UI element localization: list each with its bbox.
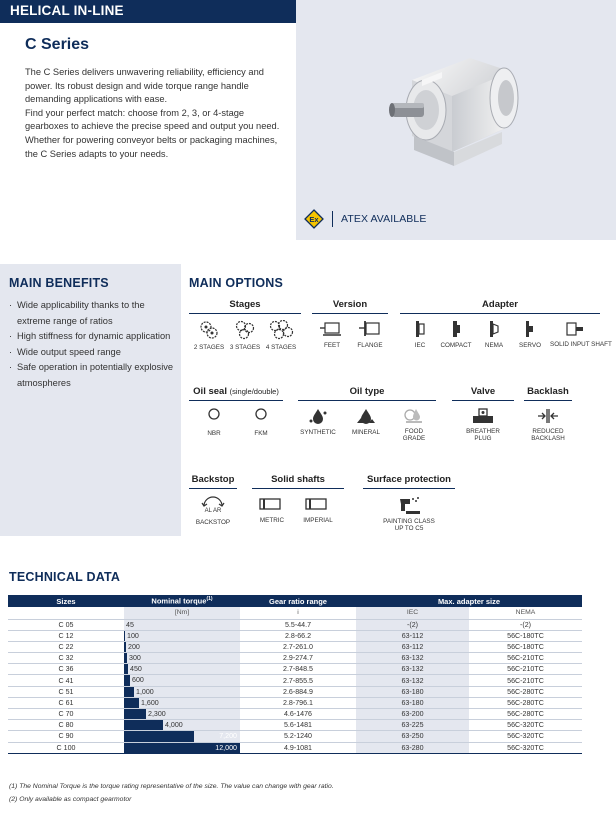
option-label: FKM bbox=[254, 430, 268, 437]
option-label bbox=[463, 429, 503, 442]
torque-value: 12,000 bbox=[215, 743, 237, 752]
subheader-torque-unit: [Nm] bbox=[124, 607, 240, 619]
group-title-text: Oil seal bbox=[193, 386, 227, 397]
option-group-surface-protection bbox=[363, 474, 455, 549]
intro-text bbox=[25, 66, 287, 161]
torque-bar bbox=[124, 687, 134, 697]
tech-data-title: TECHNICAL DATA bbox=[9, 570, 121, 584]
option-group-backstop bbox=[189, 474, 237, 549]
col-header-ratio: Gear ratio range bbox=[240, 595, 356, 607]
torque-value: 450 bbox=[130, 665, 142, 674]
cell-torque bbox=[124, 709, 240, 720]
cell-ratio: 2.7-848.5 bbox=[240, 664, 356, 675]
cell-nema: 56C-280TC bbox=[469, 709, 582, 720]
cell-nema: 56C-180TC bbox=[469, 630, 582, 641]
table-row bbox=[8, 641, 582, 652]
product-panel bbox=[296, 0, 616, 240]
option-4-stages bbox=[261, 320, 301, 351]
group-title: Stages bbox=[189, 299, 301, 314]
cell-nema: 56C-320TC bbox=[469, 731, 582, 742]
cell-ratio: 2.6-884.9 bbox=[240, 686, 356, 697]
atex-badge bbox=[304, 209, 426, 229]
cell-size: C 51 bbox=[8, 686, 124, 697]
feet-mount-icon bbox=[320, 320, 344, 338]
option-feet bbox=[312, 320, 352, 349]
cell-ratio: 4.9-1081 bbox=[240, 742, 356, 753]
cell-ratio: 2.7-855.5 bbox=[240, 675, 356, 686]
option-group-oil-type bbox=[298, 386, 436, 461]
page-title: C Series bbox=[25, 36, 90, 53]
option-label bbox=[550, 341, 612, 349]
subheader-empty bbox=[8, 607, 124, 619]
group-title: Surface protection bbox=[363, 474, 455, 489]
category-bar bbox=[0, 0, 296, 23]
option-label-text: PAINTING CLASS UP TO C5 bbox=[383, 518, 435, 532]
cell-ratio: 2.8-796.1 bbox=[240, 697, 356, 708]
intro-paragraph-2: Find your perfect match: choose from 2, 3, or 4-stage gearboxes to achieve the precise speed and output you need. Whether for powering conveyor belts or packaging machines, the C Series adapts to your needs. bbox=[25, 107, 280, 159]
option-label: NBR bbox=[207, 430, 221, 437]
cell-size: C 41 bbox=[8, 675, 124, 686]
group-title: Version bbox=[312, 299, 388, 314]
cell-iec: 63-112 bbox=[356, 641, 469, 652]
cell-iec: 63-132 bbox=[356, 664, 469, 675]
table-subheader-row bbox=[8, 607, 582, 619]
atex-divider bbox=[332, 211, 333, 227]
option-label-text: BREATHER PLUG bbox=[466, 428, 500, 442]
three-gears-icon bbox=[233, 320, 257, 340]
table-row bbox=[8, 664, 582, 675]
group-title: Oil type bbox=[298, 386, 436, 401]
cell-size: C 12 bbox=[8, 630, 124, 641]
seal-ring-icon bbox=[207, 407, 221, 421]
option-group-oil-seal bbox=[189, 386, 283, 461]
cell-iec: 63-180 bbox=[356, 686, 469, 697]
category-title: HELICAL IN-LINE bbox=[10, 3, 124, 18]
torque-bar bbox=[124, 709, 146, 719]
iec-adapter-icon bbox=[413, 320, 427, 338]
cell-torque bbox=[124, 720, 240, 731]
benefits-title: MAIN BENEFITS bbox=[9, 276, 109, 290]
option-label: MINERAL bbox=[352, 429, 380, 436]
table-row bbox=[8, 720, 582, 731]
torque-bar bbox=[124, 675, 130, 685]
option-label bbox=[394, 429, 434, 442]
cell-torque bbox=[124, 630, 240, 641]
benefit-item: · Wide applicability thanks to the extreme range of ratios bbox=[9, 298, 177, 329]
cell-ratio: 5.2-1240 bbox=[240, 731, 356, 742]
table-row bbox=[8, 686, 582, 697]
nema-adapter-icon bbox=[487, 320, 501, 338]
option-label bbox=[528, 429, 568, 442]
options-panel bbox=[181, 264, 616, 536]
cell-torque bbox=[124, 664, 240, 675]
table-row bbox=[8, 619, 582, 630]
cell-torque bbox=[124, 641, 240, 652]
cell-nema: 56C-320TC bbox=[469, 742, 582, 753]
food-grade-icon bbox=[402, 407, 426, 425]
torque-value: 2,300 bbox=[148, 710, 166, 718]
option-label: FLANGE bbox=[357, 342, 383, 349]
cell-nema: 56C-280TC bbox=[469, 697, 582, 708]
cell-iec: -(2) bbox=[356, 619, 469, 630]
cell-nema: 56C-210TC bbox=[469, 653, 582, 664]
cell-ratio: 2.7-261.0 bbox=[240, 641, 356, 652]
subheader-ratio-unit: i bbox=[240, 607, 356, 619]
option-group-version bbox=[312, 299, 388, 374]
tech-data-table bbox=[8, 595, 582, 754]
option-imperial bbox=[298, 495, 338, 524]
torque-value: 1,000 bbox=[136, 687, 154, 696]
seal-ring-icon bbox=[254, 407, 268, 421]
torque-value: 100 bbox=[127, 631, 139, 640]
cell-torque bbox=[124, 619, 240, 630]
cell-size: C 90 bbox=[8, 731, 124, 742]
option-label: 2 STAGES bbox=[193, 344, 225, 351]
cell-size: C 61 bbox=[8, 697, 124, 708]
intro-panel bbox=[0, 0, 296, 240]
option-label: 3 STAGES bbox=[229, 344, 261, 351]
group-title: Valve bbox=[452, 386, 514, 401]
cell-size: C 100 bbox=[8, 742, 124, 753]
option-label: FEET bbox=[323, 342, 341, 349]
option-breather-plug bbox=[463, 407, 503, 442]
spray-gun-icon bbox=[396, 495, 422, 515]
option-reduced-backlash bbox=[528, 407, 568, 442]
option-fkm bbox=[241, 407, 281, 437]
torque-value: 300 bbox=[129, 654, 141, 663]
benefit-item: · High stiffness for dynamic application bbox=[9, 329, 177, 345]
benefit-item: · Wide output speed range bbox=[9, 345, 177, 361]
compact-adapter-icon bbox=[449, 320, 463, 338]
footnote-1: (1) The Nominal Torque is the torque rating representative of the size. The value can change with gear ratio. bbox=[9, 783, 334, 790]
benefits-list bbox=[9, 298, 177, 392]
cell-nema: 56C-280TC bbox=[469, 686, 582, 697]
table-header-row bbox=[8, 595, 582, 607]
torque-value: 7,200 bbox=[219, 732, 237, 741]
torque-bar bbox=[124, 664, 128, 674]
cell-torque bbox=[124, 742, 240, 753]
cell-torque bbox=[124, 686, 240, 697]
servo-adapter-icon bbox=[523, 320, 537, 338]
cell-ratio: 2.9-274.7 bbox=[240, 653, 356, 664]
col-header-adapter: Max. adapter size bbox=[356, 595, 582, 607]
imperial-shaft-icon bbox=[305, 495, 331, 513]
group-title-note: (single/double) bbox=[229, 387, 279, 396]
four-gears-icon bbox=[268, 320, 294, 340]
options-title: MAIN OPTIONS bbox=[189, 276, 284, 290]
option-solid-input-shaft bbox=[550, 320, 612, 349]
backstop-icon bbox=[200, 495, 226, 515]
breather-plug-icon bbox=[470, 407, 496, 425]
option-3-stages bbox=[225, 320, 265, 351]
option-label: SERVO bbox=[519, 342, 541, 349]
cell-torque bbox=[124, 697, 240, 708]
synthetic-oil-icon bbox=[307, 407, 329, 425]
cell-iec: 63-225 bbox=[356, 720, 469, 731]
table-row bbox=[8, 709, 582, 720]
option-label: SYNTHETIC bbox=[300, 429, 336, 436]
table-row bbox=[8, 630, 582, 641]
torque-bar bbox=[124, 720, 163, 730]
option-servo bbox=[510, 320, 550, 349]
option-label: NEMA bbox=[484, 342, 504, 349]
option-label: IEC bbox=[414, 342, 426, 349]
cell-nema: -(2) bbox=[469, 619, 582, 630]
cell-size: C 32 bbox=[8, 653, 124, 664]
intro-paragraph-1: The C Series delivers unwavering reliability, efficiency and power. Its robust design and wide torque range handle demanding applications with ease. bbox=[25, 67, 264, 105]
two-gears-icon bbox=[198, 320, 220, 340]
option-group-stages bbox=[189, 299, 301, 374]
cell-ratio: 2.8-66.2 bbox=[240, 630, 356, 641]
table-row bbox=[8, 675, 582, 686]
option-label-text: REDUCED BACKLASH bbox=[531, 428, 565, 442]
cell-torque bbox=[124, 675, 240, 686]
table-row bbox=[8, 742, 582, 753]
reduced-backlash-icon bbox=[536, 407, 560, 425]
option-group-backlash bbox=[524, 386, 572, 461]
option-iec bbox=[400, 320, 440, 349]
option-backstop bbox=[193, 495, 233, 526]
torque-bar bbox=[124, 698, 139, 708]
cell-iec: 63-112 bbox=[356, 630, 469, 641]
cell-ratio: 4.6-1476 bbox=[240, 709, 356, 720]
col-header-torque-note: (1) bbox=[206, 596, 213, 603]
option-label: 4 STAGES bbox=[265, 344, 297, 351]
option-synthetic bbox=[298, 407, 338, 436]
table-row bbox=[8, 731, 582, 742]
metric-shaft-icon bbox=[259, 495, 285, 513]
option-label: BACKSTOP bbox=[195, 519, 231, 526]
option-label bbox=[379, 519, 439, 532]
cell-iec: 63-132 bbox=[356, 675, 469, 686]
torque-bar bbox=[124, 631, 125, 641]
option-group-valve bbox=[452, 386, 514, 461]
option-compact bbox=[436, 320, 476, 349]
cell-nema: 56C-210TC bbox=[469, 664, 582, 675]
cell-size: C 05 bbox=[8, 619, 124, 630]
torque-value: 4,000 bbox=[165, 721, 183, 730]
cell-size: C 22 bbox=[8, 641, 124, 652]
option-group-solid-shafts bbox=[252, 474, 344, 549]
subheader-nema: NEMA bbox=[469, 607, 582, 619]
atex-label: ATEX AVAILABLE bbox=[341, 213, 427, 225]
benefits-panel bbox=[0, 264, 181, 536]
cell-iec: 63-280 bbox=[356, 742, 469, 753]
cell-iec: 63-200 bbox=[356, 709, 469, 720]
solid-shaft-icon bbox=[565, 320, 585, 338]
option-group-adapter bbox=[400, 299, 612, 374]
col-header-torque bbox=[124, 595, 240, 607]
option-2-stages bbox=[189, 320, 229, 351]
group-title: Backlash bbox=[524, 386, 572, 401]
table-row bbox=[8, 653, 582, 664]
group-title: Backstop bbox=[189, 474, 237, 489]
option-label-text: SOLID INPUT SHAFT bbox=[550, 341, 612, 348]
cell-torque bbox=[124, 653, 240, 664]
torque-value: 1,600 bbox=[141, 698, 159, 707]
torque-bar bbox=[124, 731, 194, 741]
torque-bar bbox=[124, 653, 127, 663]
cell-ratio: 5.5-44.7 bbox=[240, 619, 356, 630]
option-flange bbox=[350, 320, 390, 349]
option-painting-class bbox=[379, 495, 439, 532]
cell-size: C 36 bbox=[8, 664, 124, 675]
torque-value: 200 bbox=[128, 642, 140, 651]
flange-mount-icon bbox=[358, 320, 382, 338]
option-label-text: FOOD GRADE bbox=[402, 428, 426, 442]
cell-iec: 63-250 bbox=[356, 731, 469, 742]
cell-torque bbox=[124, 731, 240, 742]
group-title bbox=[189, 386, 283, 401]
atex-ex-icon bbox=[304, 209, 324, 229]
option-metric bbox=[252, 495, 292, 524]
mineral-oil-icon bbox=[355, 407, 377, 425]
option-food-grade bbox=[394, 407, 434, 442]
cell-nema: 56C-180TC bbox=[469, 641, 582, 652]
torque-bar bbox=[124, 642, 126, 652]
col-header-sizes: Sizes bbox=[8, 595, 124, 607]
torque-value: 45 bbox=[126, 620, 134, 629]
footnotes bbox=[9, 781, 334, 806]
gearbox-product-image bbox=[382, 40, 532, 190]
cell-iec: 63-180 bbox=[356, 697, 469, 708]
benefit-item: · Safe operation in potentially explosive atmospheres bbox=[9, 360, 177, 391]
footnote-2: (2) Only available as compact gearmotor bbox=[9, 795, 132, 803]
option-nema bbox=[474, 320, 514, 349]
option-label: METRIC bbox=[259, 517, 285, 524]
option-label: IMPERIAL bbox=[303, 517, 333, 524]
cell-ratio: 5.6-1481 bbox=[240, 720, 356, 731]
cell-nema: 56C-210TC bbox=[469, 675, 582, 686]
group-title: Adapter bbox=[400, 299, 600, 314]
table-row bbox=[8, 697, 582, 708]
svg-text:AL AR: AL AR bbox=[204, 508, 222, 514]
cell-nema: 56C-320TC bbox=[469, 720, 582, 731]
cell-iec: 63-132 bbox=[356, 653, 469, 664]
subheader-iec: IEC bbox=[356, 607, 469, 619]
option-mineral bbox=[346, 407, 386, 436]
col-header-torque-text: Nominal torque bbox=[151, 596, 207, 606]
option-nbr bbox=[194, 407, 234, 437]
option-label: COMPACT bbox=[440, 342, 472, 349]
svg-text:Ex: Ex bbox=[309, 215, 319, 224]
cell-size: C 80 bbox=[8, 720, 124, 731]
torque-value: 600 bbox=[132, 676, 144, 685]
group-title: Solid shafts bbox=[252, 474, 344, 489]
cell-size: C 70 bbox=[8, 709, 124, 720]
